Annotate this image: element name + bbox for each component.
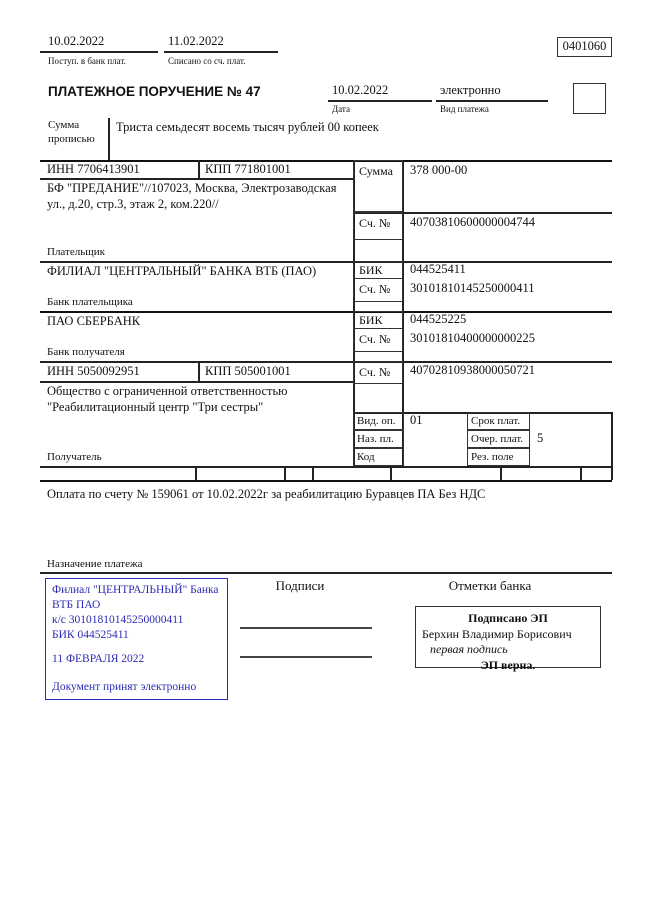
payerbank-bik: 044525411 [410, 262, 466, 276]
payee-inn: ИНН 5050092951 [47, 364, 140, 378]
purposecode-label: Наз. пл. [357, 433, 394, 445]
payer-label: Плательщик [47, 246, 105, 258]
stamp-date: 11 ФЕВРАЛЯ 2022 [52, 652, 145, 665]
payment-type-underline [436, 100, 548, 102]
emptyrow-divider-5 [500, 466, 502, 480]
payer-account-label: Сч. № [359, 216, 391, 230]
stamp-bank-name: Филиал "ЦЕНТРАЛЬНЫЙ" Банка ВТБ ПАО [52, 584, 219, 611]
payer-innkpp-line [40, 178, 353, 180]
bank-stamp [45, 578, 228, 700]
duedate-label: Срок плат. [471, 415, 521, 427]
purpose-text: Оплата по счету № 159061 от 10.02.2022г за реабилитацию Буравцев ПА Без НДС [47, 487, 486, 501]
emptyrow-divider-4 [390, 466, 392, 480]
payer-bottom-line [40, 261, 612, 263]
payer-inn: ИНН 7706413901 [47, 162, 140, 176]
payer-account: 40703810600000004744 [410, 215, 535, 229]
payee-kpp: КПП 505001001 [205, 364, 291, 378]
payment-type-label: Вид платежа [440, 104, 489, 114]
code-label: Код [357, 451, 375, 463]
payeebank-bik-label: БИК [359, 313, 383, 327]
amount-value: 378 000-00 [410, 163, 468, 177]
signature-line-2 [240, 656, 372, 658]
reserve-label: Рез. поле [471, 451, 514, 463]
table-bottom-line [40, 466, 612, 468]
payeebank-bik: 044525225 [410, 312, 467, 326]
amount-words-label: Сумма прописью [48, 119, 95, 145]
emptyrow-bottom-line [40, 480, 612, 482]
emptyrow-divider-1 [195, 466, 197, 480]
payee-account-label: Сч. № [359, 365, 391, 379]
optype-label: Вид. оп. [357, 415, 396, 427]
signature-line-1 [240, 627, 372, 629]
payerbank-bottom-line [40, 311, 612, 313]
esignature-box [415, 606, 601, 672]
debited-date-label: Списано со сч. плат. [168, 56, 246, 66]
optype-value: 01 [410, 413, 423, 427]
received-date-underline [40, 51, 158, 53]
form-code-box: 0401060 [557, 37, 612, 57]
payment-type: электронно [440, 83, 501, 97]
payer-name: БФ "ПРЕДАНИЕ"//107023, Москва, Электрозаводская ул., д.20, стр.3, этаж 2, ком.220// [47, 181, 337, 211]
payeebank-account-label: Сч. № [359, 332, 391, 346]
stamp-accepted-note: Документ принят электронно [52, 681, 197, 694]
purpose-label: Назначение платежа [47, 558, 143, 570]
payee-bank-name: ПАО СБЕРБАНК [47, 314, 141, 328]
document-title: ПЛАТЕЖНОЕ ПОРУЧЕНИЕ № 47 [48, 84, 261, 99]
purpose-bottom-line [40, 572, 612, 574]
payee-account: 40702810938000050721 [410, 363, 535, 377]
empty-checkbox [573, 83, 606, 114]
payeebank-account: 30101810400000000225 [410, 331, 535, 345]
payer-kpp: КПП 771801001 [205, 162, 291, 176]
document-date-underline [328, 100, 432, 102]
payerbank-account: 30101810145250000411 [410, 281, 535, 295]
table-right-border [611, 412, 613, 480]
payee-name: Общество с ограниченной ответственностью "Реабилитационный центр "Три сестры" [47, 384, 288, 414]
payee-innkpp-line [40, 381, 353, 383]
payer-innkpp-divider [198, 160, 200, 178]
emptyrow-divider-2 [284, 466, 286, 480]
debited-date-underline [164, 51, 278, 53]
document-date-label: Дата [332, 104, 350, 114]
payer-bank-name: ФИЛИАЛ "ЦЕНТРАЛЬНЫЙ" БАНКА ВТБ (ПАО) [47, 264, 317, 278]
stamp-bik: БИК 044525411 [52, 628, 129, 641]
esign-title: Подписано ЭП [468, 611, 548, 625]
payee-innkpp-divider [198, 361, 200, 381]
amount-words-divider [108, 118, 110, 160]
emptyrow-divider-6 [580, 466, 582, 480]
payerbank-bik-label: БИК [359, 263, 383, 277]
payee-label: Получатель [47, 451, 102, 463]
document-date: 10.02.2022 [332, 83, 389, 97]
bank-marks-header: Отметки банка [448, 578, 532, 593]
priority-value: 5 [537, 431, 544, 445]
received-date-label: Поступ. в банк плат. [48, 56, 126, 66]
received-date: 10.02.2022 [48, 34, 105, 48]
stamp-corr-account: к/с 30101810145250000411 [52, 613, 184, 626]
esign-signature-type: первая подпись [430, 642, 508, 657]
esign-signer-name: Берхин Владимир Борисович [422, 626, 572, 641]
priority-label: Очер. плат. [471, 433, 524, 445]
emptyrow-divider-3 [312, 466, 314, 480]
debited-date: 11.02.2022 [168, 34, 224, 48]
payeebank-label: Банк получателя [47, 346, 125, 358]
payerbank-account-label: Сч. № [359, 282, 391, 296]
signatures-header: Подписи [275, 578, 325, 593]
esign-verified: ЭП верна. [480, 657, 536, 672]
amount-label: Сумма [359, 164, 393, 178]
payerbank-label: Банк плательщика [47, 296, 133, 308]
amount-words-value: Триста семьдесят восемь тысяч рублей 00 копеек [116, 120, 379, 134]
